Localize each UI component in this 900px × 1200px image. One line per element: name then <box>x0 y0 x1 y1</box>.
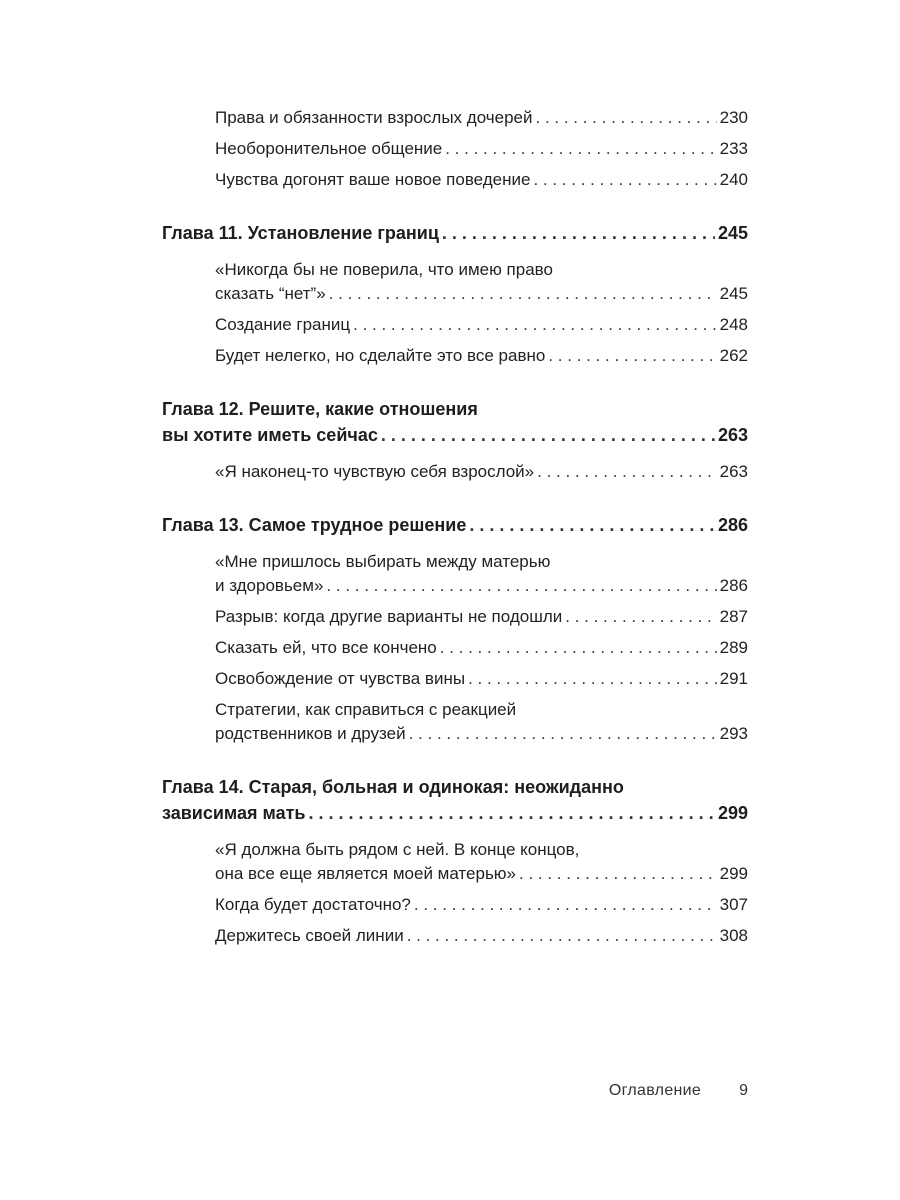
dot-leader <box>519 862 717 886</box>
dot-leader <box>326 574 716 598</box>
dot-leader <box>533 168 716 192</box>
toc-entry-page: 248 <box>719 315 748 334</box>
toc-entry-page: 287 <box>719 607 748 626</box>
chapter-heading-13[interactable] <box>162 512 748 538</box>
toc-entry-title-line: «Я должна быть рядом с ней. В конце концов, <box>215 840 580 859</box>
dot-leader <box>414 893 717 917</box>
running-footer-title: Оглавление <box>608 1082 702 1099</box>
dot-leader <box>407 924 717 948</box>
chapter-heading-11[interactable] <box>162 220 748 246</box>
toc-entry-page: 245 <box>719 284 748 303</box>
chapter-page: 263 <box>717 425 748 445</box>
toc-entry[interactable] <box>215 636 748 660</box>
toc-entry-title: Держитесь своей линии <box>215 926 404 945</box>
toc-entry[interactable] <box>215 344 748 368</box>
chapter-page: 286 <box>717 515 748 535</box>
toc-entry-title: Разрыв: когда другие варианты не подошли <box>215 607 563 626</box>
toc-entry-page: 291 <box>719 669 748 688</box>
toc-entry-page: 233 <box>719 139 748 158</box>
toc-entry-page: 289 <box>719 638 748 657</box>
toc-entry-page: 286 <box>719 576 748 595</box>
table-of-contents <box>162 106 748 948</box>
toc-entry[interactable] <box>215 893 748 917</box>
toc-entry[interactable] <box>215 168 748 192</box>
toc-entry-title: «Я наконец-то чувствую себя взрослой» <box>215 462 535 481</box>
dot-leader <box>353 313 716 337</box>
chapter-heading-14[interactable] <box>162 774 748 826</box>
toc-entry-page: 262 <box>719 346 748 365</box>
toc-entry-page: 293 <box>719 724 748 743</box>
toc-entry[interactable] <box>215 838 748 886</box>
chapter-heading-12[interactable] <box>162 396 748 448</box>
dot-leader <box>469 512 715 538</box>
chapter-page: 299 <box>717 803 748 823</box>
dot-leader <box>565 605 716 629</box>
toc-entry-title: она все еще является моей матерью» <box>215 864 517 883</box>
toc-entry-title: Будет нелегко, но сделайте это все равно <box>215 346 546 365</box>
toc-entry-title: Создание границ <box>215 315 351 334</box>
toc-entry-title: Освобождение от чувства вины <box>215 669 466 688</box>
toc-entry-page: 230 <box>719 108 748 127</box>
toc-entry-title: Сказать ей, что все кончено <box>215 638 437 657</box>
toc-entry[interactable] <box>215 550 748 598</box>
dot-leader <box>537 460 717 484</box>
chapter-title-line: Глава 12. Решите, какие отношения <box>162 399 478 419</box>
toc-entry-page: 240 <box>719 170 748 189</box>
toc-entry-title: Чувства догонят ваше новое поведение <box>215 170 531 189</box>
chapter-title: вы хотите иметь сейчас <box>162 425 378 445</box>
toc-entry[interactable] <box>215 460 748 484</box>
toc-entry[interactable] <box>215 137 748 161</box>
dot-leader <box>409 722 717 746</box>
toc-entry-title: сказать “нет”» <box>215 284 326 303</box>
toc-entry[interactable] <box>215 698 748 746</box>
chapter-title: Глава 13. Самое трудное решение <box>162 515 467 535</box>
dot-leader <box>445 137 716 161</box>
chapter-page: 245 <box>717 223 748 243</box>
page-footer <box>162 1082 748 1100</box>
dot-leader <box>536 106 717 130</box>
toc-entry[interactable] <box>215 313 748 337</box>
toc-entry-page: 263 <box>719 462 748 481</box>
toc-entry[interactable] <box>215 106 748 130</box>
dot-leader <box>442 220 715 246</box>
dot-leader <box>309 800 715 826</box>
toc-entry-title: Когда будет достаточно? <box>215 895 411 914</box>
dot-leader <box>548 344 716 368</box>
toc-entry-title: Права и обязанности взрослых дочерей <box>215 108 533 127</box>
chapter-title: Глава 11. Установление границ <box>162 223 439 243</box>
toc-entry-title: и здоровьем» <box>215 576 324 595</box>
toc-entry-page: 299 <box>719 864 748 883</box>
toc-entry-page: 308 <box>719 926 748 945</box>
dot-leader <box>440 636 717 660</box>
dot-leader <box>381 422 715 448</box>
toc-entry-title-line: «Мне пришлось выбирать между матерью <box>215 552 551 571</box>
chapter-title: зависимая мать <box>162 803 306 823</box>
toc-entry-page: 307 <box>719 895 748 914</box>
toc-entry[interactable] <box>215 667 748 691</box>
toc-entry[interactable] <box>215 924 748 948</box>
toc-entry[interactable] <box>215 605 748 629</box>
dot-leader <box>329 282 717 306</box>
toc-entry[interactable] <box>215 258 748 306</box>
chapter-title-line: Глава 14. Старая, больная и одинокая: неожиданно <box>162 777 624 797</box>
dot-leader <box>468 667 717 691</box>
page-number: 9 <box>739 1082 748 1099</box>
toc-entry-title-line: Стратегии, как справиться с реакцией <box>215 700 517 719</box>
toc-entry-title: Необоронительное общение <box>215 139 443 158</box>
toc-entry-title: родственников и друзей <box>215 724 406 743</box>
toc-entry-title-line: «Никогда бы не поверила, что имею право <box>215 260 553 279</box>
